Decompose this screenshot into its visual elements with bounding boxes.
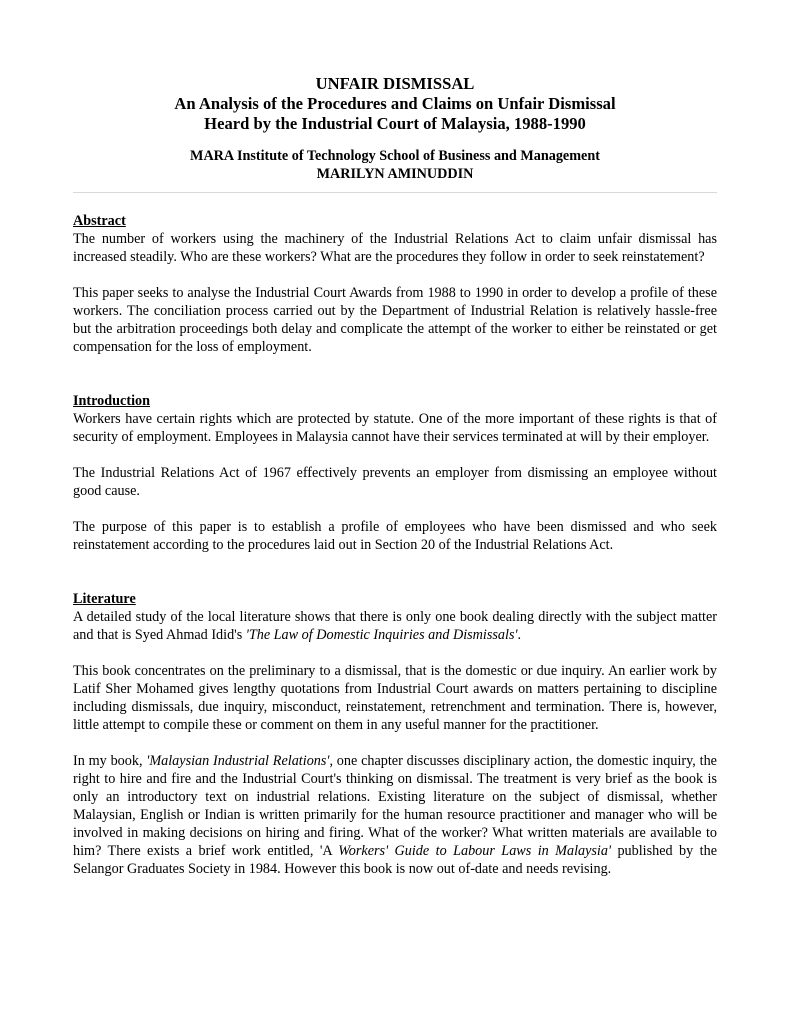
introduction-section <box>73 392 717 554</box>
paper-subtitle-line2: Heard by the Industrial Court of Malaysia, 1988-1990 <box>204 114 586 133</box>
paper-title: UNFAIR DISMISSAL <box>315 74 475 93</box>
introduction-paragraph-1: Workers have certain rights which are protected by statute. One of the more important of these rights is that of security of employment. Employees in Malaysia cannot have their services terminated at will by their employer. <box>73 411 717 445</box>
author: MARILYN AMINUDDIN <box>316 166 474 182</box>
literature-paragraph-1 <box>73 608 717 644</box>
abstract-paragraph-2: This paper seeks to analyse the Industrial Court Awards from 1988 to 1990 in order to develop a profile of these workers. The conciliation process carried out by the Department of Industrial Relation is relatively hassle-free but the arbitration proceedings both delay and complicate the attempt of the worker to either be reinstated or get compensation for the loss of employment. <box>73 285 717 355</box>
literature-heading: Literature <box>73 591 136 607</box>
literature-p3-end: published by the Selangor Graduates Society in 1984. However this book is now out of-date and needs revising. <box>73 843 717 877</box>
title-block <box>73 74 717 183</box>
literature-paragraph-3 <box>73 752 717 878</box>
abstract-section <box>73 212 717 356</box>
introduction-heading: Introduction <box>73 393 150 409</box>
document-page <box>73 74 717 878</box>
literature-paragraph-2: This book concentrates on the preliminary to a dismissal, that is the domestic or due inquiry. An earlier work by Latif Sher Mohamed gives lengthy quotations from Industrial Court awards on matters pertaining to discipline including dismissals, due inquiry, misconduct, reinstatement, retrenchment and termination. There is, however, little attempt to compile these or comment on them in any useful manner for the practitioner. <box>73 663 717 733</box>
literature-p1-text: A detailed study of the local literature shows that there is only one book dealing directly with the subject matter and that is Syed Ahmad Idid's <box>73 609 717 643</box>
introduction-paragraph-3: The purpose of this paper is to establish a profile of employees who have been dismissed and who seek reinstatement according to the procedures laid out in Section 20 of the Industrial Relations Act. <box>73 519 717 553</box>
book-title-workers-guide: Workers' Guide to Labour Laws in Malaysia' <box>338 843 612 859</box>
abstract-paragraph-1: The number of workers using the machinery of the Industrial Relations Act to claim unfair dismissal has increased steadily. Who are these workers? What are the procedures they follow in order to seek reinstatement? <box>73 231 717 265</box>
literature-p1-end: . <box>517 627 522 643</box>
introduction-paragraph-2: The Industrial Relations Act of 1967 effectively prevents an employer from dismissing an employee without good cause. <box>73 465 717 499</box>
abstract-heading: Abstract <box>73 213 126 229</box>
literature-section <box>73 590 717 878</box>
book-title-idid: 'The Law of Domestic Inquiries and Dismissals' <box>245 627 518 643</box>
book-title-malaysian-ir: 'Malaysian Industrial Relations' <box>146 753 330 769</box>
literature-p3-middle: , one chapter discusses disciplinary action, the domestic inquiry, the right to hire and fire and the Industrial Court's thinking on dismissal. The treatment is very brief as the book is only an introductory text on industrial relations. Existing literature on the subject of dismissal, whether Malaysian, English or Indian is written primarily for the human resource practitioner and manager who will be involved in making decisions on hiring and firing. What of the worker? What written materials are available to him? There exists a brief work entitled, 'A <box>73 753 717 859</box>
institution: MARA Institute of Technology School of Business and Management <box>190 148 600 164</box>
paper-subtitle-line1: An Analysis of the Procedures and Claims on Unfair Dismissal <box>174 94 616 113</box>
literature-p3-start: In my book, <box>73 753 147 769</box>
